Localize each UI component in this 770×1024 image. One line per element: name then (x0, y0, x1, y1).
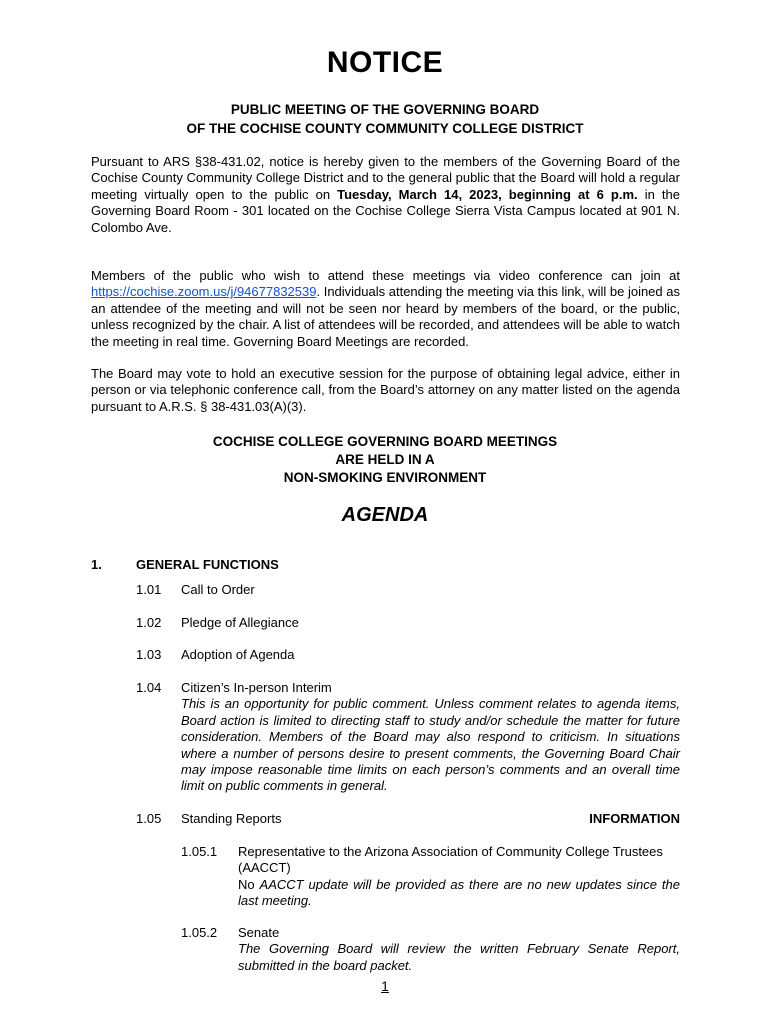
non-smoking-line-3: NON-SMOKING ENVIRONMENT (283, 470, 487, 485)
item-1-04-block (181, 680, 680, 795)
item-1-04-description: This is an opportunity for public comment. Unless comment relates to agenda items, Board action is limited to directing staff to study and/or schedule the matter for future consideration. Members of the Board may also respond to criticism. In situations where a number of persons desire to present comments, the Governing Board Chair may impose reasonable time limits on each person’s comments and an overall time limit on public comments in general. (181, 696, 680, 794)
item-1-03-number: 1.03 (136, 647, 162, 662)
non-smoking-line-1: COCHISE COLLEGE GOVERNING BOARD MEETINGS (212, 434, 558, 449)
item-1-05-1-desc-italic: AACCT update will be provided as there are no new updates since the last meeting. (238, 876, 680, 909)
zoom-link[interactable]: https://cochise.zoom.us/j/94677832539 (91, 284, 317, 300)
item-1-04-number: 1.04 (136, 680, 162, 695)
item-1-05-1-label: Representative to the Arizona Association of Community College Trustees (AACCT) (238, 844, 663, 876)
section-title: GENERAL FUNCTIONS (136, 557, 279, 572)
item-1-05-2-description: The Governing Board will review the written February Senate Report, submitted in the board packet. (238, 941, 680, 973)
video-intro-text: Members of the public who wish to attend these meetings via video conference can join at (91, 268, 680, 283)
information-tag: INFORMATION (589, 811, 680, 826)
meeting-subtitle (0, 100, 770, 138)
item-1-01-number: 1.01 (136, 582, 162, 597)
intro-paragraph (91, 154, 680, 236)
video-paragraph (91, 268, 680, 350)
item-1-01-label: Call to Order (181, 582, 255, 597)
item-1-05-1-block (238, 844, 680, 910)
item-1-02-number: 1.02 (136, 615, 162, 630)
non-smoking-heading (0, 433, 770, 487)
item-1-03-label: Adoption of Agenda (181, 647, 295, 662)
subtitle-line-1: PUBLIC MEETING OF THE GOVERNING BOARD (230, 102, 540, 117)
section-number: 1. (91, 557, 102, 572)
item-1-05-number: 1.05 (136, 811, 162, 826)
item-1-05-2-block (238, 925, 680, 974)
item-1-04-label: Citizen’s In-person Interim (181, 680, 332, 695)
item-1-05-2-label: Senate (238, 925, 280, 940)
item-1-05-label: Standing Reports (181, 811, 282, 826)
item-1-05-1-number: 1.05.1 (181, 844, 218, 859)
subtitle-line-2: OF THE COCHISE COUNTY COMMUNITY COLLEGE DISTRICT (186, 121, 584, 136)
page-number: 1 (381, 978, 389, 994)
notice-title: NOTICE (326, 46, 444, 79)
item-1-05-1-description (238, 877, 680, 910)
item-1-05-1-desc-prefix: No (238, 876, 260, 892)
meeting-datetime: Tuesday, March 14, 2023, beginning at 6 p.m. (337, 186, 638, 202)
intro-location: in the Governing Board Room - 301 located on the Cochise College Sierra Vista Campus located at 901 N. Colombo Ave. (91, 186, 680, 235)
video-details-text: . Individuals attending the meeting via this link, will be joined as an attendee of the meeting and will not be seen nor heard by members of the board, or the public, unless recognized by the chair. A list of attendees will be recorded, and attendees will be able to watch the meeting in real time. Governing Board Meetings are recorded. (91, 284, 680, 349)
item-1-05-2-number: 1.05.2 (181, 925, 218, 940)
non-smoking-line-2: ARE HELD IN A (335, 452, 435, 467)
intro-text: Pursuant to ARS §38-431.02, notice is hereby given to the members of the Governing Board of the Cochise County Community College District and to the general public that the Board will hold a regular meeting virtually open to the public on (91, 154, 680, 202)
agenda-title: AGENDA (341, 504, 429, 526)
item-1-02-label: Pledge of Allegiance (181, 615, 299, 630)
executive-session-paragraph: The Board may vote to hold an executive session for the purpose of obtaining legal advice, either in person or via telephonic conference call, from the Board’s attorney on any matter listed on the agenda pursuant to A.R.S. § 38-431.03(A)(3). (91, 366, 680, 414)
